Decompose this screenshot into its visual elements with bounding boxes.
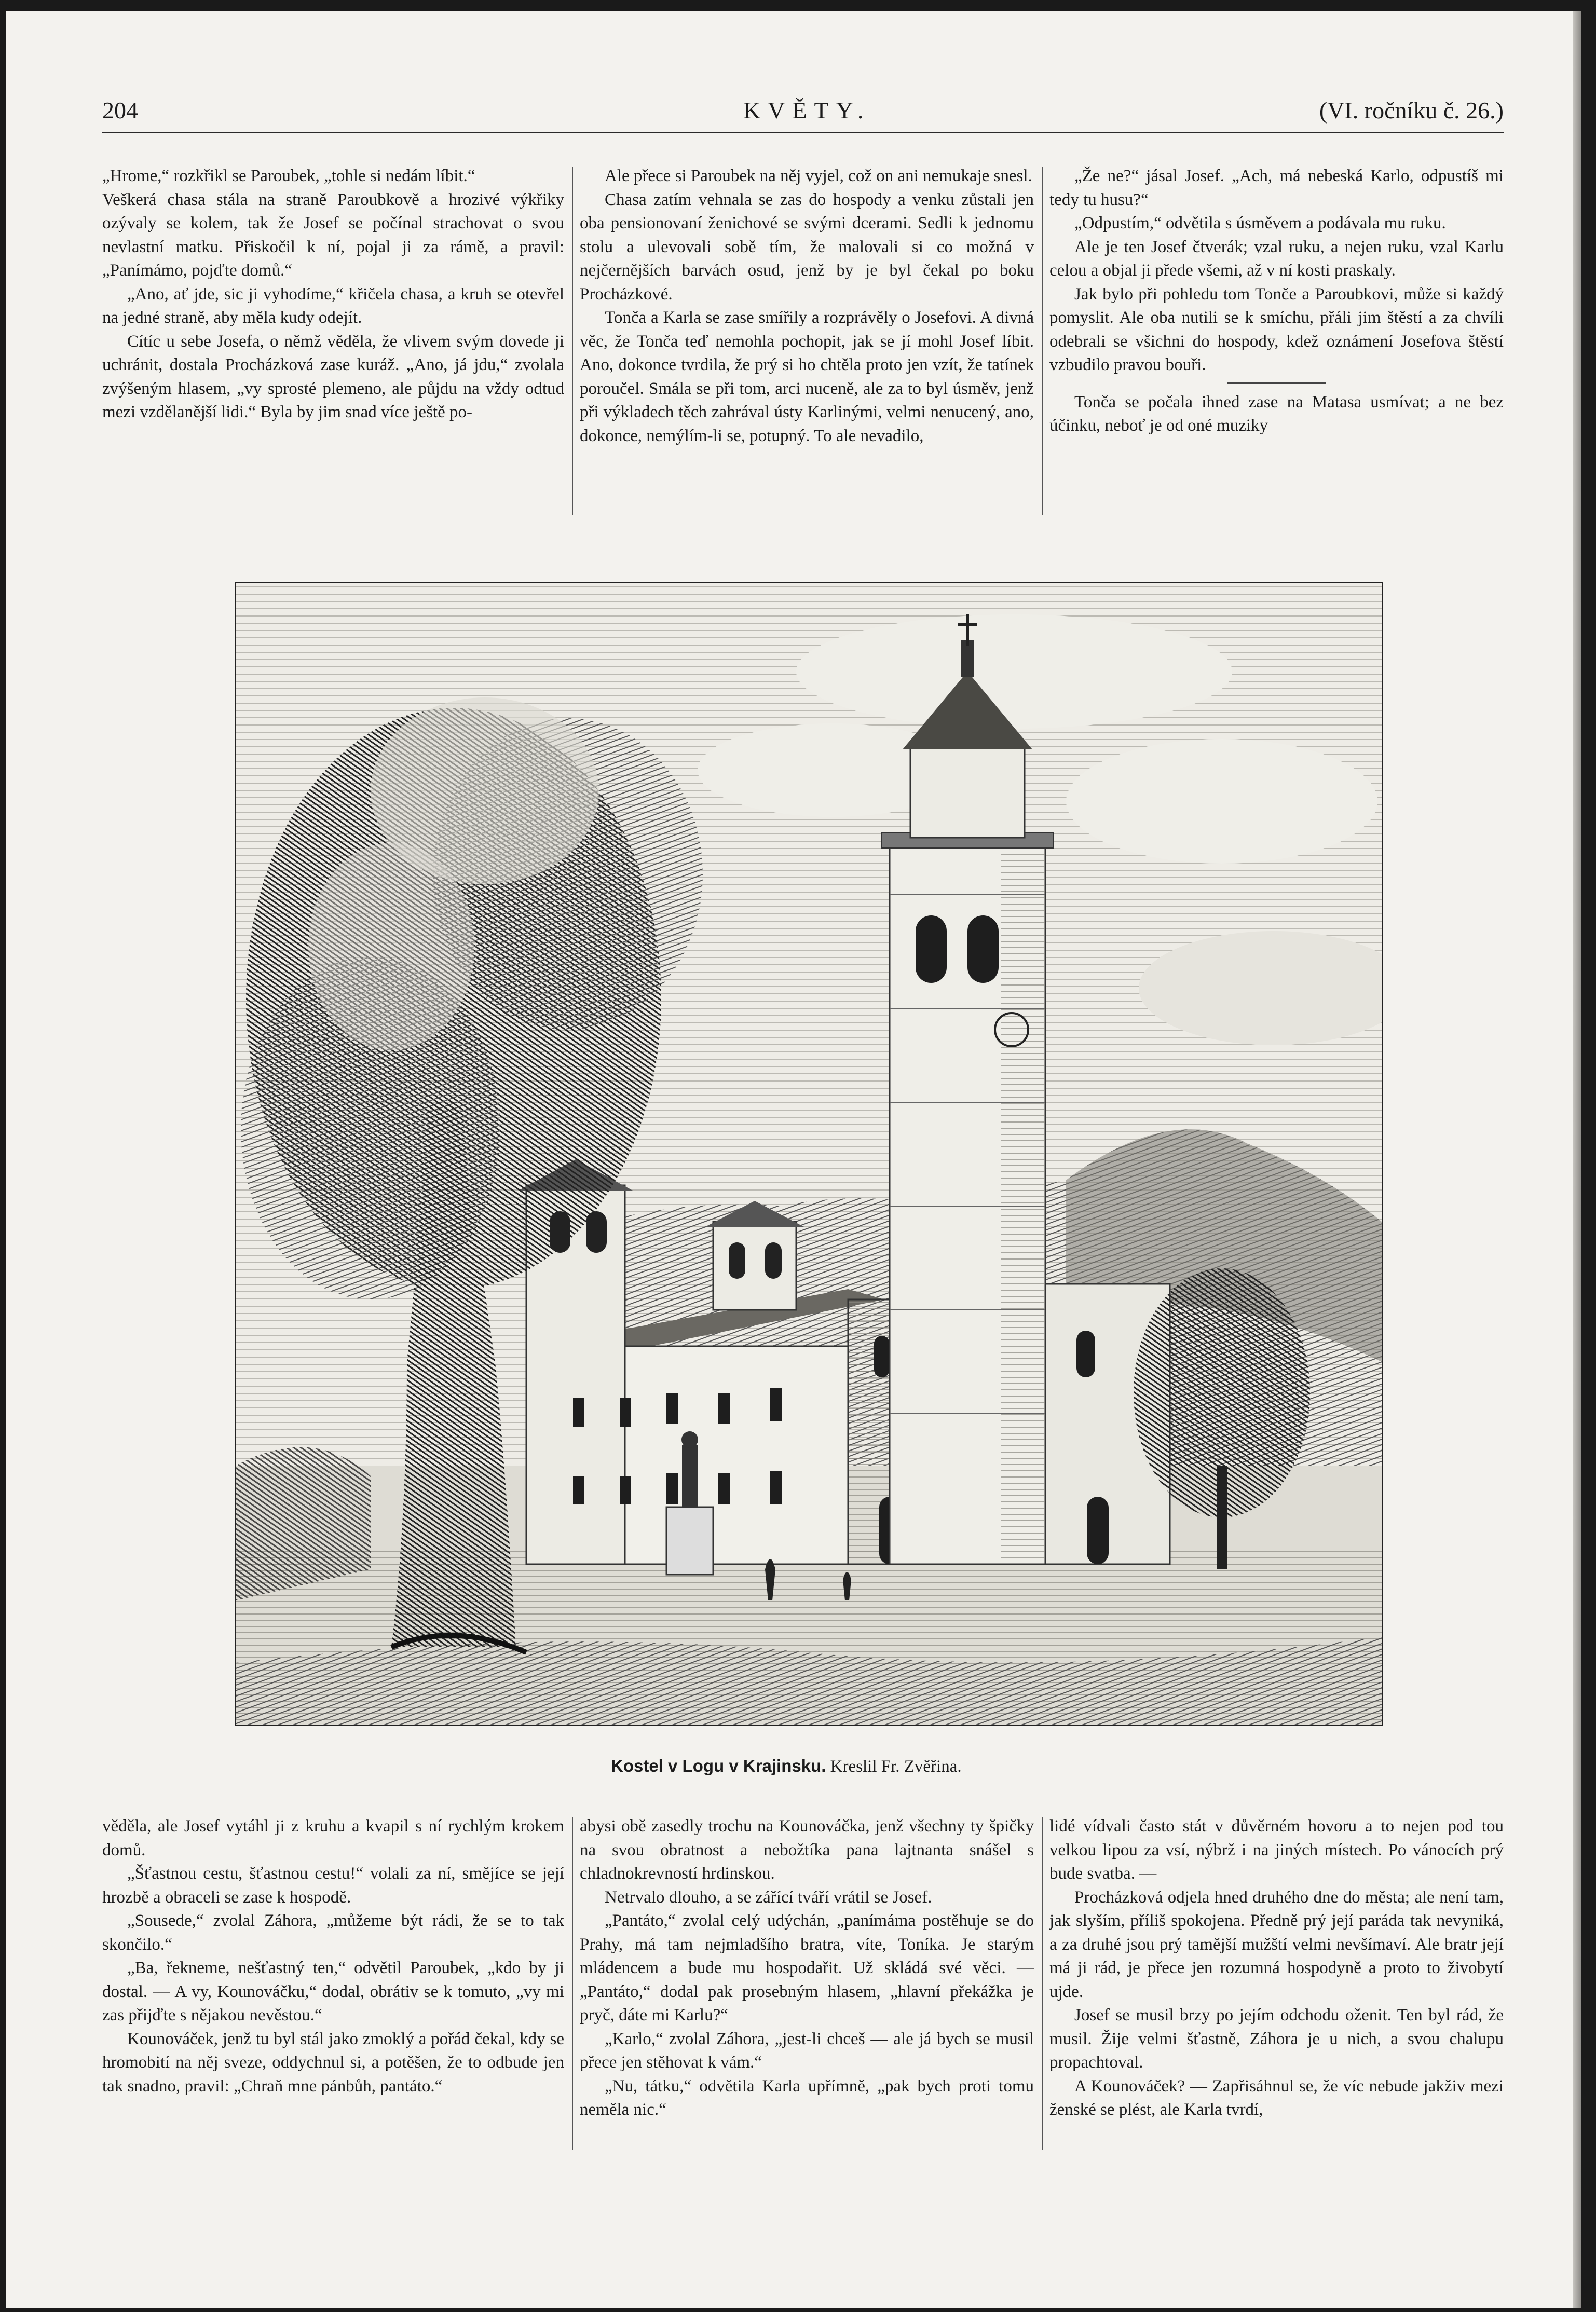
paragraph: „Karlo,“ zvolal Záhora, „jest-li chceš — ale já bych se musil přece jen stěhovat k vám.“ bbox=[580, 2029, 1034, 2072]
journal-title: KVĚTY. bbox=[743, 97, 871, 124]
paragraph: Veškerá chasa stála na straně Paroubkově a hrozivé výkřiky ozývaly se kolem, tak že Josef se počínal strachovat o svou nevlastní matku. Přiskočil k ní, pojal ji za rámě, a pravil: „Panímámo, pojďte domů.“ bbox=[102, 190, 564, 280]
paragraph: abysi obě zasedly trochu na Kounováčka, jenž všechny ty špičky na svou obratnost a nebožtíka pana lajtnanta snášel s chladnokrevností hrdinskou. bbox=[580, 1817, 1034, 1883]
paragraph: „Pantáto,“ zvolal celý udýchán, „panímáma postěhuje se do Prahy, má tam nejmladšího bratra, víte, Toníka. Je starým mládencem a bude mu hospodařit. Už skládá své věci. — „Pantáto,“ dodal pak prosebným hlasem, „hlavní překážka je pryč, dáte mi Karlu?“ bbox=[580, 1911, 1034, 2024]
column-divider bbox=[1042, 167, 1043, 515]
issue-label: (VI. ročníku č. 26.) bbox=[1319, 97, 1504, 124]
figure-caption bbox=[611, 1756, 962, 1776]
column-divider bbox=[572, 1817, 573, 2150]
paragraph: Tonča a Karla se zase smířily a rozprávěly o Josefovi. A divná věc, že Tonča teď nemohla pochopit, jak se jí mohl Josef líbit. Ano, dokonce tvrdila, že prý si ho chtěla proto jen vzít, že tatínek poroučel. Smála se při tom, arci nuceně, ale za to byl úsměv, jenž při výkladech těch zahrával ústy Karlinými, velmi nenucený, ano, dokonce, nemýlím-li se, potupný. To ale nevadilo, bbox=[580, 308, 1034, 445]
paragraph: „Sousede,“ zvolal Záhora, „můžeme být rádi, že se to tak skončilo.“ bbox=[102, 1911, 564, 1954]
paragraph: „Ano, ať jde, sic ji vyhodíme,“ křičela chasa, a kruh se otevřel na jedné straně, aby měla kudy odejít. bbox=[102, 284, 564, 327]
paragraph: Jak bylo při pohledu tom Tonče a Paroubkovi, může si každý pomyslit. Ale oba nutili se k smíchu, přáli jim štěstí a za chvíli odebrali se všichni do hospody, kdež oznámení Josefova štěstí vzbudilo pravou bouři. bbox=[1049, 284, 1504, 374]
section-separator bbox=[1227, 382, 1326, 384]
paragraph: Tonča se počala ihned zase na Matasa usmívat; a ne bez účinku, neboť je od oné muziky bbox=[1049, 392, 1504, 435]
paragraph: „Že ne?“ jásal Josef. „Ach, má nebeská Karlo, odpustíš mi tedy tu husu?“ bbox=[1049, 167, 1504, 209]
paragraph: Procházková odjela hned druhého dne do města; ale není tam, jak slyším, příliš spokojena. Předně prý její paráda tak nevyniká, a za druhé jsou prý tamější mužští velmi nevšímaví. Ale bratr její má ji rád, je přece jen rozumná hospodyně a proto to živobytí ujde. bbox=[1049, 1887, 1504, 2001]
church-engraving bbox=[235, 582, 1383, 1726]
paragraph: Netrvalo dlouho, a se zářící tváří vrátil se Josef. bbox=[605, 1887, 932, 1907]
paragraph: „Šťastnou cestu, šťastnou cestu!“ volali za ní, smějíce se její hrozbě a obraceli se zase k hospodě. bbox=[102, 1864, 564, 1907]
paragraph: Josef se musil brzy po jejím odchodu oženit. Ten byl rád, že musil. Žije velmi šťastně, Záhora je u nich, a svou chalupu propachtoval. bbox=[1049, 2006, 1504, 2072]
paragraph: „Hrome,“ rozkřikl se Paroubek, „tohle si nedám líbit.“ bbox=[102, 167, 475, 185]
top-column-1 bbox=[102, 165, 564, 425]
bottom-column-2 bbox=[580, 1815, 1034, 2122]
paragraph: Ale přece si Paroubek na něj vyjel, což on ani nemukaje snesl. bbox=[605, 167, 1032, 185]
caption-title: Kostel v Logu v Krajinsku. bbox=[611, 1756, 826, 1775]
paragraph: „Odpustím,“ odvětila s úsměvem a podávala mu ruku. bbox=[1074, 214, 1446, 232]
caption-credit: Kreslil Fr. Zvěřina. bbox=[830, 1757, 962, 1776]
page-number: 204 bbox=[102, 97, 138, 124]
journal-page bbox=[6, 11, 1581, 2308]
paragraph: věděla, ale Josef vytáhl ji z kruhu a kvapil s ní rychlým krokem domů. bbox=[102, 1817, 564, 1859]
top-column-3 bbox=[1049, 165, 1504, 438]
paragraph: „Nu, tátku,“ odvětila Karla upřímně, „pak bych proti tomu neměla nic.“ bbox=[580, 2076, 1034, 2119]
paragraph: „Ba, řekneme, nešťastný ten,“ odvětil Paroubek, „kdo by ji dostal. — A vy, Kounováčku,“ dodal, obrátiv se k tomuto, „vy mi zas přijďte s nějakou nevěstou.“ bbox=[102, 1959, 564, 2024]
paragraph: lidé vídvali často stát v důvěrném hovoru a to nejen pod tou velkou lipou za vsí, nýbrž i na jiných místech. Po vánocích prý bude svatba. — bbox=[1049, 1817, 1504, 1883]
bottom-column-1 bbox=[102, 1815, 564, 2098]
paragraph: Cítíc u sebe Josefa, o němž věděla, že vlivem svým dovede ji uchránit, dostala Procházková zase kuráž. „Ano, já jdu,“ zvolala zvýšeným hlasem, „vy sprosté plemeno, ale půjdu na vždy odtud mezi vzdělanější lidi.“ Byla by jim snad více ještě po- bbox=[102, 332, 564, 421]
paragraph: Kounováček, jenž tu byl stál jako zmoklý a pořád čekal, kdy se hromobití na něj sveze, oddychnul si, a potěšen, že to odbude jen tak snadno, pravil: „Chraň mne pánbůh, pantáto.“ bbox=[102, 2029, 564, 2096]
top-column-2 bbox=[580, 165, 1034, 448]
bottom-column-3 bbox=[1049, 1815, 1504, 2122]
column-divider bbox=[1042, 1817, 1043, 2150]
paragraph: A Kounováček? — Zapřisáhnul se, že víc nebude jakživ mezi ženské se plést, ale Karla tvrdí, bbox=[1049, 2076, 1504, 2119]
header-rule bbox=[102, 132, 1504, 133]
column-divider bbox=[572, 167, 573, 515]
paragraph: Ale je ten Josef čtverák; vzal ruku, a nejen ruku, vzal Karlu celou a objal ji přede všemi, až v ní kosti praskaly. bbox=[1049, 237, 1504, 280]
paragraph: Chasa zatím vehnala se zas do hospody a venku zůstali jen oba pensionovaní ženichové se svými dcerami. Sedli k jednomu stolu a ulevovali sobě tím, že malovali si co možná v nejčernějších barvách osud, jenž by je byl čekal po boku Procházkové. bbox=[580, 190, 1034, 304]
